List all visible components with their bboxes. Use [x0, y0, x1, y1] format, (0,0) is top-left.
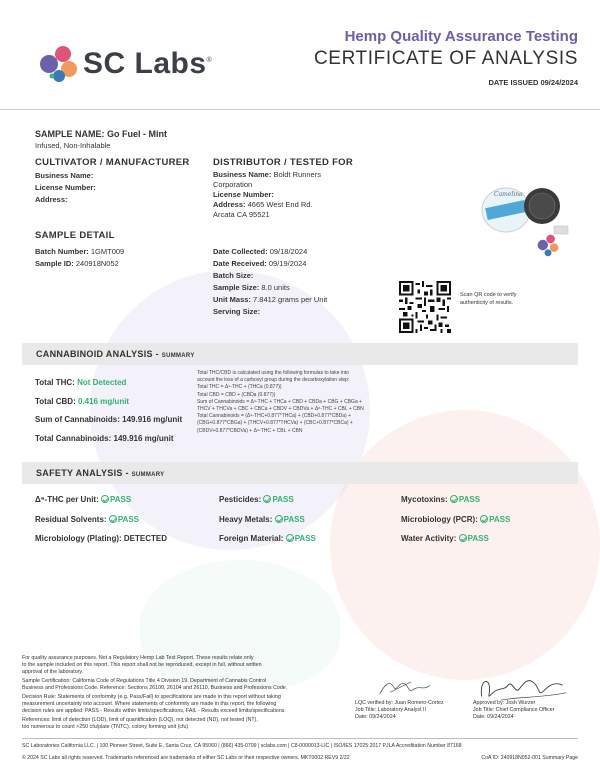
pass-check-icon	[450, 495, 458, 503]
footer-notes: For quality assurance purposes. Not a Regulatory Hemp Lab Test Report. These results relate only to the sample included on this report. This report shall not be reproduced, except in full, without written approval of the laboratory. Sample Certification: California Code of Regulations Title 4 Division 19. Department of Cannabis Control Business and Professions Code. Reference: Sections 26100, 26104 and 26110, Business and Professions Code. Decision Rule: Statements of conformity (e.g. Pass/Fail) to specifications are made in this report without taking measurement uncertainty into account. Where statements of conformity are made in this report, the following decision rules are applied: PASS - Results within limits/specifications, FAIL - Results exceed limits/specifications. References: limit of detection (LOD), limit of quantification (LOQ), not detected (ND), not tested (NT), too numerous to count >250 cfu/plate (TNTC), colony forming unit (cfu)	[22, 655, 288, 730]
qr-code-icon[interactable]	[399, 281, 451, 333]
safety-residual-solvents: Residual Solvents: PASS	[35, 515, 140, 524]
total-cannabinoids: Total Cannabinoids: 149.916 mg/unit	[35, 434, 174, 443]
safety-pesticides: Pesticides: PASS	[219, 495, 294, 504]
cultivator-details: Business Name: License Number: Address:	[35, 171, 96, 204]
brand-name: SC Labs®	[83, 47, 213, 80]
distributor-details: Business Name: Boldt Runners Corporation License Number: Address: 4665 West End Rd. Arcata CA 95521	[213, 170, 321, 219]
lab-address-line: SC Laboratories California LLC. | 100 Pioneer Street, Suite E, Santa Cruz, CA 95060 | (866) 435-0709 | sclabs.com | C8-0000013-LIC | ISO/IES 17025:2017 PJLA Accreditation Number 87168	[22, 743, 462, 749]
distributor-heading: DISTRIBUTOR / TESTED FOR	[213, 157, 354, 168]
total-cbd: Total CBD: 0.416 mg/unit	[35, 397, 130, 406]
cannabinoid-formulas: Total THC/CBD is calculated using the following formulas to take into account the loss of a carboxyl group during the decarboxylation step: Total THC = Δ⁹-THC + (THCa (0.877)) Total CBD = CBD + (CBDa (0.877)) Sum of Cannabinoids = Δ⁹-THC + THCa + CBD + CBDa + CBG + CBGa + THCV + THCVa + CBC + CBCa + CBDV + CBDVa + Δ⁸-THC + CBL + CBN Total Cannabinoids = (Δ⁹-THC+0.877*THCa) + (CBD+0.877*CBDa) + (CBG+0.877*CBGa) + (THCV+0.877*THCVa) + (CBC+0.877*CBCa) + (CBDV+0.877*CBDVa) + Δ⁸-THC + CBL + CBN	[197, 370, 364, 434]
pass-check-icon	[286, 534, 294, 542]
safety-heavy-metals: Heavy Metals: PASS	[219, 515, 305, 524]
sample-type: Infused, Non-Inhalable	[35, 141, 111, 150]
svg-text:Camelina: Camelina	[494, 191, 523, 198]
cannabinoid-section-header: CANNABINOID ANALYSIS - SUMMARY	[22, 343, 578, 365]
header-subtitle: Hemp Quality Assurance Testing	[344, 28, 578, 45]
coa-id: CoA ID: 240918N052-001 Summary Page	[481, 755, 578, 761]
pass-check-icon	[263, 495, 271, 503]
pass-check-icon	[275, 515, 283, 523]
safety-mycotoxins: Mycotoxins: PASS	[401, 495, 481, 504]
cultivator-heading: CULTIVATOR / MANUFACTURER	[35, 157, 190, 168]
pass-check-icon	[101, 495, 109, 503]
signature-block-approval: Approved by: Josh Wurzer Job Title: Chief Compliance Officer Date: 09/24/2024	[473, 700, 555, 720]
sample-detail-heading: SAMPLE DETAIL	[35, 230, 115, 241]
signature-juan-romero-cortez	[370, 675, 445, 701]
sample-detail-right: Date Collected: 09/18/2024 Date Received: 09/19/2024 Batch Size: Sample Size: 8.0 units Unit Mass: 7.8412 grams per Unit Serving Size:	[213, 247, 328, 316]
sc-labs-small-logo-icon	[535, 232, 561, 258]
sample-detail-left: Batch Number: 1GMT009 Sample ID: 240918N052	[35, 247, 125, 268]
sum-of-cannabinoids: Sum of Cannabinoids: 149.916 mg/unit	[35, 415, 183, 424]
total-thc: Total THC: Not Detected	[35, 378, 127, 387]
qr-caption: Scan QR code to verify authenticity of results.	[460, 292, 517, 306]
signature-block-lqc: LQC verified by: Juan Romero-Cortez Job Title: Laboratory Analyst II Date: 09/24/2024	[355, 700, 444, 720]
sample-name: SAMPLE NAME: Go Fuel - Mint	[35, 129, 168, 139]
footer-divider	[22, 738, 578, 739]
pass-check-icon	[459, 534, 467, 542]
safety-water-activity: Water Activity: PASS	[401, 534, 489, 543]
safety-section-header: SAFETY ANALYSIS - SUMMARY	[22, 462, 578, 484]
date-issued: DATE ISSUED 09/24/2024	[488, 78, 578, 87]
pass-check-icon	[109, 515, 117, 523]
product-image	[476, 176, 578, 240]
safety-microbiology-plating: Microbiology (Plating): DETECTED	[35, 534, 168, 543]
safety-thc-per-unit: Δ⁹-THC per Unit: PASS	[35, 495, 132, 504]
pass-check-icon	[480, 515, 488, 523]
copyright: © 2024 SC Labs all rights reserved. Trademarks referenced are trademarks of either SC Labs or their respective owners. MKT0002 REV9 2/22	[22, 755, 350, 761]
header-title: CERTIFICATE OF ANALYSIS	[313, 48, 578, 69]
safety-foreign-material: Foreign Material: PASS	[219, 534, 316, 543]
safety-microbiology-pcr: Microbiology (PCR): PASS	[401, 515, 511, 524]
bg-blob-pink	[330, 410, 600, 680]
header-divider	[0, 109, 600, 110]
header	[0, 0, 600, 100]
